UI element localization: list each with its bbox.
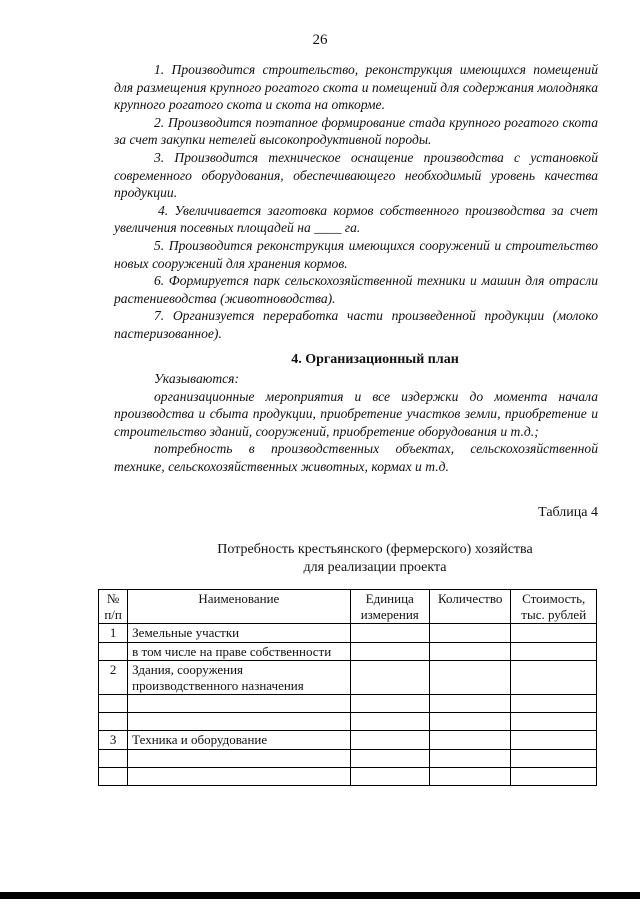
row-unit bbox=[350, 767, 429, 785]
row-name: в том числе на праве собственности bbox=[128, 642, 350, 661]
row-number bbox=[99, 713, 128, 731]
row-quantity bbox=[429, 695, 510, 713]
header-quantity: Количество bbox=[429, 590, 510, 624]
row-number bbox=[99, 642, 128, 661]
table-row bbox=[99, 695, 597, 713]
row-unit bbox=[350, 661, 429, 695]
table-title-line: Потребность крестьянского (фермерского) хозяйства bbox=[217, 542, 533, 557]
row-cost bbox=[511, 767, 597, 785]
org-intro: Указываются: bbox=[154, 371, 240, 386]
header-number: № п/п bbox=[99, 590, 128, 624]
row-name: Здания, сооружения производственного назначения bbox=[128, 661, 350, 695]
row-number bbox=[99, 767, 128, 785]
row-cost bbox=[511, 713, 597, 731]
list-item: 6. Формируется парк сельскохозяйственной техники и машин для отрасли растениеводства (животноводства). bbox=[114, 273, 598, 306]
org-paragraph: организационные мероприятия и все издержки до момента начала производства и сбыта продукции, приобретение участков земли, приобретение и строительство зданий, сооружений, приобретение оборудования и т.д.; bbox=[114, 388, 598, 439]
header-cost: Стоимость, тыс. рублей bbox=[511, 590, 597, 624]
list-item: 4. Увеличивается заготовка кормов собственного производства за счет увеличения посевных площадей на ____ га. bbox=[114, 202, 598, 236]
needs-table bbox=[98, 589, 597, 786]
row-cost bbox=[511, 731, 597, 750]
row-number: 3 bbox=[99, 731, 128, 750]
row-unit bbox=[350, 642, 429, 661]
row-cost bbox=[511, 642, 597, 661]
table-row bbox=[99, 624, 597, 643]
row-quantity bbox=[429, 661, 510, 695]
list-item: 7. Организуется переработка части произведенной продукции (молоко пастеризованное). bbox=[114, 308, 598, 341]
row-unit bbox=[350, 731, 429, 750]
row-name bbox=[128, 767, 350, 785]
table-label: Таблица 4 bbox=[538, 505, 598, 520]
row-quantity bbox=[429, 642, 510, 661]
table-title-line: для реализации проекта bbox=[303, 560, 447, 575]
table-row bbox=[99, 713, 597, 731]
org-plan-text bbox=[114, 370, 598, 476]
table-header-row bbox=[99, 590, 597, 624]
table-title bbox=[0, 541, 640, 577]
table-row bbox=[99, 767, 597, 785]
page-number: 26 bbox=[312, 32, 328, 48]
row-quantity bbox=[429, 713, 510, 731]
row-quantity bbox=[429, 731, 510, 750]
section-title: 4. Организационный план bbox=[291, 352, 459, 367]
row-number bbox=[99, 695, 128, 713]
table-row bbox=[99, 642, 597, 661]
row-name bbox=[128, 749, 350, 767]
row-name bbox=[128, 713, 350, 731]
table-row bbox=[99, 731, 597, 750]
list-item: 3. Производится техническое оснащение производства с установкой современного оборудования, обеспечивающего необходимый уровень качества продукции. bbox=[114, 149, 598, 201]
row-quantity bbox=[429, 624, 510, 643]
row-cost bbox=[511, 624, 597, 643]
row-number bbox=[99, 749, 128, 767]
list-item: 1. Производится строительство, реконструкция имеющихся помещений для размещения крупного рогатого скота и помещений для содержания молодняка крупного рогатого скота и скота на откорме. bbox=[114, 62, 598, 113]
row-quantity bbox=[429, 749, 510, 767]
row-quantity bbox=[429, 767, 510, 785]
row-name: Земельные участки bbox=[128, 624, 350, 643]
measures-list bbox=[114, 61, 598, 343]
row-name: Техника и оборудование bbox=[128, 731, 350, 750]
table-row bbox=[99, 661, 597, 695]
row-cost bbox=[511, 661, 597, 695]
row-name bbox=[128, 695, 350, 713]
row-cost bbox=[511, 695, 597, 713]
row-unit bbox=[350, 624, 429, 643]
row-cost bbox=[511, 749, 597, 767]
row-number: 1 bbox=[99, 624, 128, 643]
row-unit bbox=[350, 749, 429, 767]
header-name: Наименование bbox=[128, 590, 350, 624]
org-paragraph: потребность в производственных объектах, сельскохозяйственной технике, сельскохозяйственных животных, кормах и т.д. bbox=[114, 441, 598, 474]
row-number: 2 bbox=[99, 661, 128, 695]
row-unit bbox=[350, 695, 429, 713]
page-bottom-border bbox=[0, 892, 640, 899]
list-item: 2. Производится поэтапное формирование стада крупного рогатого скота за счет закупки нетелей высокопродуктивной породы. bbox=[114, 114, 598, 148]
row-unit bbox=[350, 713, 429, 731]
header-unit: Единица измерения bbox=[350, 590, 429, 624]
list-item: 5. Производится реконструкция имеющихся сооружений и строительство новых сооружений для хранения кормов. bbox=[114, 237, 598, 271]
table-row bbox=[99, 749, 597, 767]
